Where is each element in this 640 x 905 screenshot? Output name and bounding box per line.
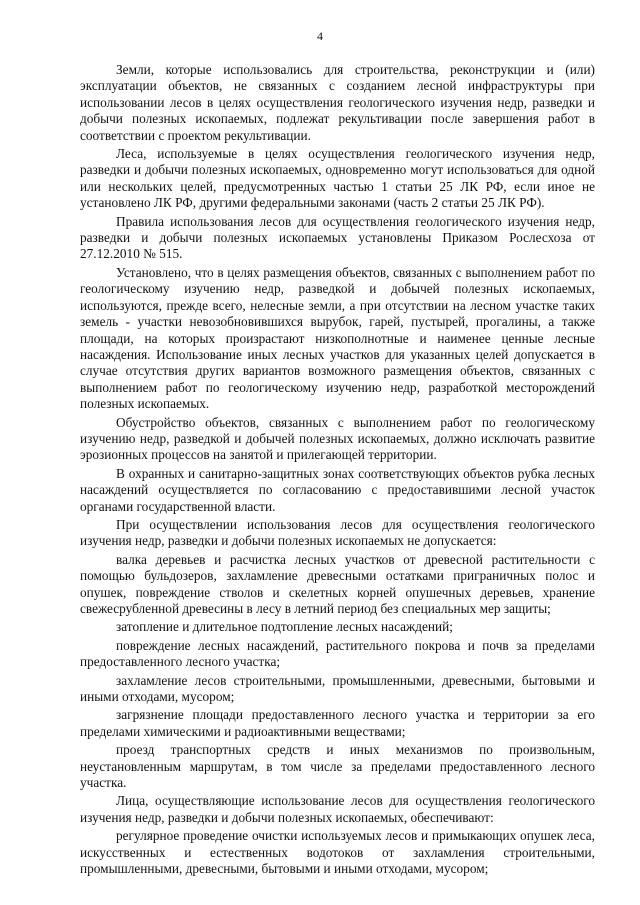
list-item-damage: повреждение лесных насаждений, растительного покрова и почв за пределами предоставленного лесного участка; <box>80 637 595 670</box>
paragraph-obligations-intro: Лица, осуществляющие использование лесов для осуществления геологического изучения недр, разведки и добычи полезных ископаемых, обеспечивают: <box>80 793 595 825</box>
list-item-littering: захламление лесов строительными, промышленными, древесными, бытовыми и иными отходами, мусором; <box>80 672 595 705</box>
paragraph-prohibited-intro: При осуществлении использования лесов для осуществления геологического изучения недр, разведки и добычи полезных ископаемых не допускается: <box>80 516 595 549</box>
paragraph-placement: Установлено, что в целях размещения объектов, связанных с выполнением работ по геологическому изучению недр, разведкой и добычей полезных ископаемых, используются, прежде всего, нелесные земли, а при отсутствии на лесном участке таких земель - участки невозобновившихся вырубок, гарей, пустырей, прогалины, а также площади, на которых произрастают низкополнотные и наименее ценные лесные насаждения. Использование иных лесных участков для указанных целей допускается в случае отсутствия других вариантов возможного размещения объектов, связанных с выполнением работ по геологическому изучению недр, разработкой месторождений полезных ископаемых. <box>80 264 595 412</box>
paragraph-reclamation: Земли, которые использовались для строительства, реконструкции и (или) эксплуатации объектов, не связанных с созданием лесной инфраструктуры при использовании лесов в целях осуществления геологического изучения недр, разведки и добычи полезных ископаемых, подлежат рекультивации после завершения работ в соответствии с проектом рекультивации. <box>80 62 595 143</box>
paragraph-protection-zones: В охранных и санитарно-защитных зонах соответствующих объектов рубка лесных насаждений осуществляется по согласованию с предоставившими лесной участок органами государственной власти. <box>80 465 595 514</box>
page-number: 4 <box>317 29 323 43</box>
paragraph-rules-order: Правила использования лесов для осуществления геологического изучения недр, разведки и добычи полезных ископаемых установлены Приказом Рослесхоза от 27.12.2010 № 515. <box>80 213 595 262</box>
list-item-flooding: затопление и длительное подтопление лесных насаждений; <box>116 619 453 635</box>
list-item-pollution: загрязнение площади предоставленного лесного участка и территории за его пределами химическими и радиоактивными веществами; <box>80 707 595 739</box>
paragraph-multiple-use: Леса, используемые в целях осуществления геологического изучения недр, разведки и добычи полезных ископаемых, одновременно могут использоваться для одной или нескольких целей, предусмотренных частью 1 статьи 25 ЛК РФ, если иное не установлено ЛК РФ, другими федеральными законами (часть 2 статьи 25 ЛК РФ). <box>80 146 595 211</box>
list-item-vehicles: проезд транспортных средств и иных механизмов по произвольным, неустановленным маршрутам, в том числе за пределами предоставленного лесного участка. <box>80 742 595 791</box>
list-item-felling: валка деревьев и расчистка лесных участков от древесной растительности с помощью бульдозеров, захламление древесными остатками приграничных полос и опушек, повреждение стволов и скелетных корней опушечных деревьев, хранение свежесрубленной древесины в лесу в летний период без специальных мер защиты; <box>80 551 595 616</box>
document-body <box>80 62 595 880</box>
list-item-cleaning: регулярное проведение очистки используемых лесов и примыкающих опушек леса, искусственных и естественных водотоков от захламления строительными, промышленными, древесными, бытовыми и иными отходами, мусором; <box>80 828 595 877</box>
paragraph-erosion: Обустройство объектов, связанных с выполнением работ по геологическому изучению недр, разведкой и добычей полезных ископаемых, должно исключать развитие эрозионных процессов на занятой и прилегающей территории. <box>80 414 595 463</box>
